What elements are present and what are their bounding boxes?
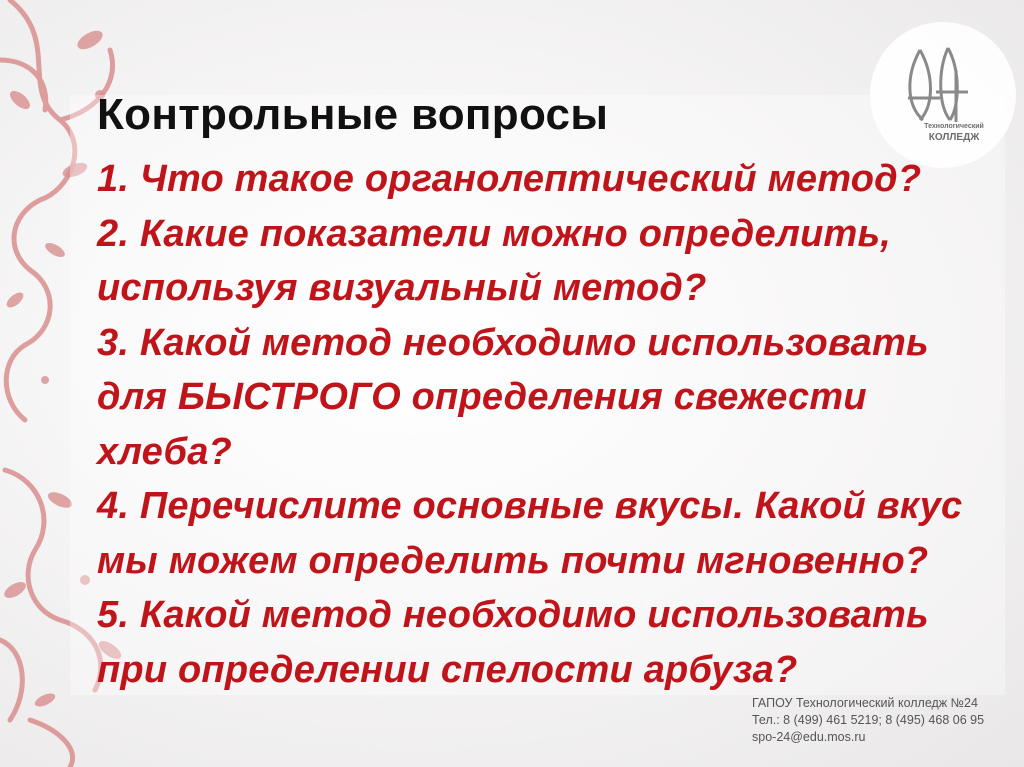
logo-line2: КОЛЛЕДЖ: [928, 132, 980, 143]
question-item: 5. Какой метод необходимо использовать при определении спелости арбуза?: [97, 594, 929, 691]
college-24-logo-icon: [868, 20, 1018, 170]
footer-email: spo-24@edu.mos.ru: [752, 730, 866, 744]
logo-line1: Технологический: [924, 123, 984, 130]
footer-contacts: [752, 695, 984, 746]
footer-organization: ГАПОУ Технологический колледж №24: [752, 696, 978, 710]
question-item: 4. Перечислите основные вкусы. Какой вкус мы можем определить почти мгновенно?: [97, 485, 963, 582]
question-item: 3. Какой метод необходимо использовать для БЫСТРОГО определения свежести хлеба?: [97, 321, 929, 473]
slide-title: Контрольные вопросы: [97, 90, 609, 139]
footer-phones: Тел.: 8 (499) 461 5219; 8 (495) 468 06 95: [752, 713, 985, 727]
question-item: 2. Какие показатели можно определить, используя визуальный метод?: [97, 212, 892, 309]
questions-list: [97, 152, 997, 697]
question-item: 1. Что такое органолептический метод?: [97, 158, 922, 200]
